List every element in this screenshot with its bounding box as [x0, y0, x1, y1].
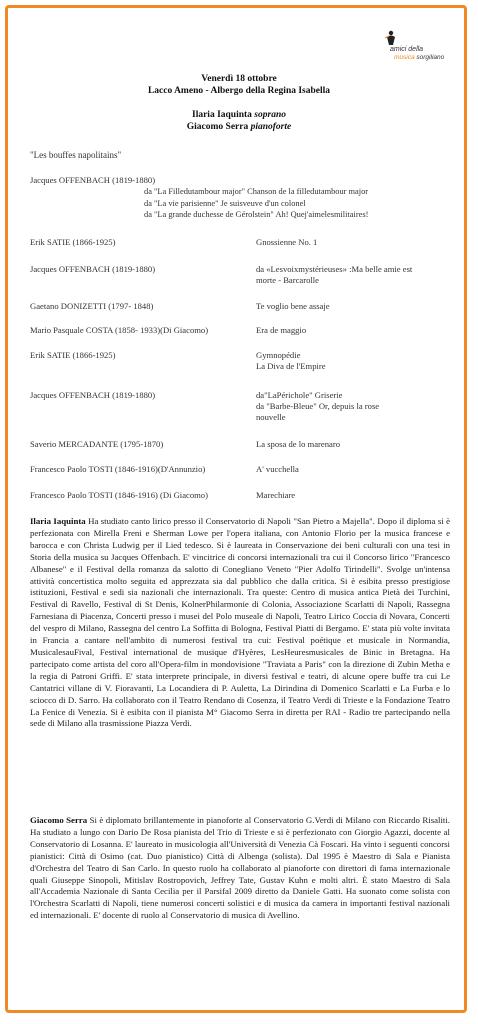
piece: Gymnopédie	[256, 350, 301, 360]
piece: nouvelle	[256, 412, 286, 422]
piece: morte - Barcarolle	[256, 275, 319, 285]
composer: Francesco Paolo TOSTI (1846-1916) (Di Giacomo)	[30, 490, 208, 500]
logo-figure-icon	[384, 30, 398, 46]
bio-soprano: Ilaria Iaquinta Ha studiato canto lirico presso il Conservatorio di Napoli "San Pietro a Majella". Dopo il diploma si è perfezionata con Mirella Freni e Sherman Lowe per l'opera italiana, con Antonio Florio per la musica francese e barocca e con Christa Ludwig per il Lied tedesco. Si è laureata in Conservazione dei beni culturali con una tesi in Storia della musica su Jacques Offenbach. E' vincitrice di concorsi internazionali tra cui il Concorso lirico "Francesco Albanese" e il Festival della romanza da salotto di Conegliano Veneto "Pier Adolfo Tirindelli". Svolge un'intensa attività concertistica molto seguita ed apprezzata sia dal pubblico che dalla critica. Si è esibita presso prestigiose istituzioni, Festival e sedi sia nazionali che internazionali. Tra queste: Centro di musica antica Pietà dei Turchini, Festival di Ravello, Festival di St Denis, KolnerPhilarmonie di Colonia, Associazione Scarlatti di Napoli, Rassegna Farnesiana di Piacenza, Concerti presso i musei del Polo museale di Napoli, Teatro Lirico Coccia di Novara, Concerti del vespro di Milano, Rassegna del centro La Soffitta di Bologna, Festival Piatti di Bergamo. E' stata più volte invitata in Francia a cantare nell'ambito di numerosi festival tra cui: Festival poétique et musicale in Normandia, MusicalesauFival, Festival international de musique d'Hyères, LesHeuresmusicales de Binic in Bretagna. Ha partecipato come artista del coro all'Opera-film in mondovisione "Traviata a Paris" con la direzione di Zubin Metha e la regia di Patroni Griffi. E' stata interprete principale, in diversi festival e teatri, di alcune opere buffe tra cui Le Cantatrici villane di V. Fioravanti, La Locandiera di P. Auletta, La Dirindina di Domenico Scarlatti e La Furba e lo sciocco di D. Sarro. Ha collaborato con il Teatro Rendano di Cosenza, il Teatro Verdi di Trieste e la Fondazione Teatro La Fenice di Venezia. Si è esibita con il pianista M° Giacomo Serra in diretta per RAI - Radio tre partecipando nella sede di Milano alla trasmissione Piazza Verdi.	[30, 516, 450, 729]
logo-subtext: musica sorgiliano	[394, 54, 445, 61]
piece: da «Lesvoixmystérieuses» :Ma belle amie est	[256, 264, 413, 274]
program-title: "Les bouffes napolitains"	[30, 150, 122, 160]
piece: da "Barbe-Bleue" Or, depuis la rose	[256, 401, 380, 411]
composer: Erik SATIE (1866-1925)	[30, 237, 116, 247]
composer: Francesco Paolo TOSTI (1846-1916)(D'Annunzio)	[30, 464, 206, 474]
piece: da"LaPérichole" Griserie	[256, 390, 343, 400]
composer: Saverio MERCADANTE (1795-1870)	[30, 439, 164, 449]
composer: Mario Pasquale COSTA (1858- 1933)(Di Giacomo)	[30, 325, 209, 335]
composer: Gaetano DONIZETTI (1797- 1848)	[30, 301, 154, 311]
performer-1: Ilaria Iaquinta soprano	[192, 110, 286, 120]
piece: Era de maggio	[256, 325, 307, 335]
bio-pianist: Giacomo Serra Si è diplomato brillantemente in pianoforte al Conservatorio G.Verdi di Milano con Riccardo Risaliti. Ha studiato a lungo con Dario De Rosa pianista del Trio di Trieste e si è perfezionato con Giorgio Agazzi, docente al Conservatorio di Losanna. E' laureato in musicologia all'Università di Venezia Cà Foscari. Ha vinto i seguenti concorsi pianistici: Città di Osimo (cat. Duo pianistico) Città di Albenga (solista). Dal 1995 è Maestro di Sala e Pianista d'Orchestra del Teatro di San Carlo. In questo ruolo ha collaborato al pianoforte con direttori di fama internazionale quali Giuseppe Sinopoli, Mitislav Rostropovich, Jeffrey Tate, Gustav Kuhn e molti altri. È stato Maestro di Sala all'Accademia Nazionale di Santa Cecilia per il Parsifal 2009 diretto da Daniele Gatti. Ha suonato come solista con l'Orchestra Scarlatti di Napoli, tiene numerosi concerti solistici e di musica da camera in importanti festival nazionali ed internazionali. E' docente di ruolo al Conservatorio di musica di Avellino.	[30, 815, 451, 921]
composer: Jacques OFFENBACH (1819-1880)	[30, 175, 156, 185]
piece: da "La Filledutambour major" Chanson de la filledutambour major	[144, 187, 369, 196]
piece: La sposa de lo marenaro	[256, 439, 340, 449]
performer-2: Giacomo Serra pianoforte	[186, 122, 292, 132]
logo	[384, 30, 454, 70]
piece: da "La vie parisienne" Je suisveuve d'un colonel	[144, 199, 306, 208]
piece: Marechiare	[256, 490, 296, 500]
composer: Jacques OFFENBACH (1819-1880)	[30, 390, 156, 400]
composer: Erik SATIE (1866-1925)	[30, 350, 116, 360]
logo-text: amici della	[390, 46, 424, 53]
composer: Jacques OFFENBACH (1819-1880)	[30, 264, 156, 274]
piece: A' vucchella	[256, 464, 299, 474]
event-venue: Lacco Ameno - Albergo della Regina Isabella	[147, 86, 331, 96]
piece: Te voglio bene assaje	[256, 301, 330, 311]
event-date: Venerdì 18 ottobre	[201, 74, 277, 84]
piece: La Diva de l'Empire	[256, 361, 326, 371]
piece: Gnossienne No. 1	[256, 237, 318, 247]
piece: da "La grande duchesse de Gérolstein" Ah! Quej'aimelesmilitaires!	[144, 210, 369, 219]
